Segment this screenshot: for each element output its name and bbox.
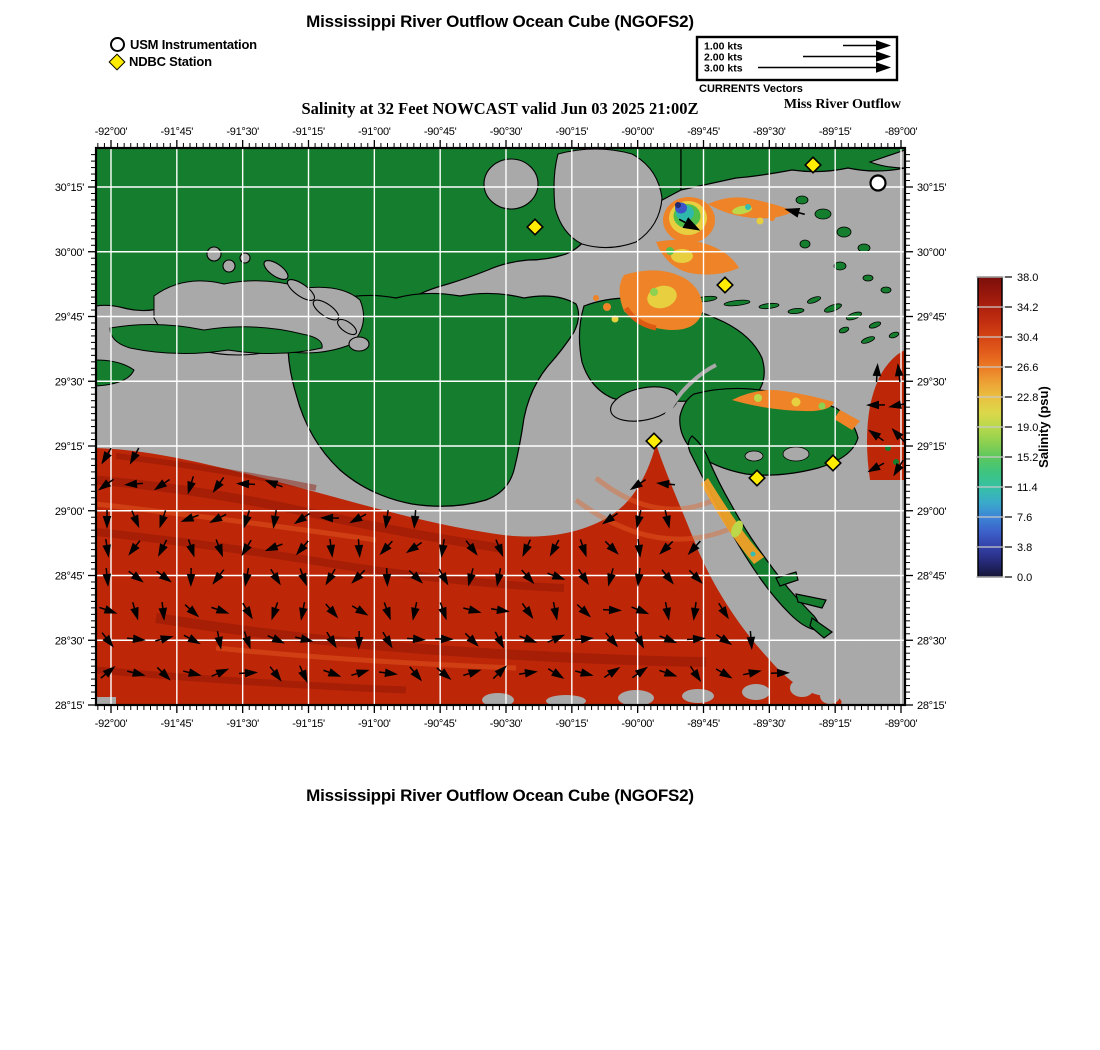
vector-scale-label: 3.00 kts <box>704 62 743 75</box>
plot-subtitle: Salinity at 32 Feet NOWCAST valid Jun 03 2025 21:00Z <box>301 99 699 118</box>
y-tick-label: 28°30' <box>54 635 84 648</box>
y-tick-label: 29°30' <box>917 376 947 389</box>
y-tick-label: 30°00' <box>917 246 947 259</box>
colorbar-tick-label: 7.6 <box>1017 512 1033 524</box>
colorbar-tick-label: 0.0 <box>1017 572 1033 584</box>
islet <box>893 459 899 465</box>
y-tick-label: 29°15' <box>917 441 947 453</box>
station-legend <box>110 36 257 70</box>
x-tick-label: -90°30' <box>489 718 523 730</box>
x-tick-label: -91°30' <box>226 718 259 730</box>
x-tick-label: -92°00' <box>94 718 128 730</box>
legend-row-ndbc <box>110 53 257 70</box>
usm-marker-icon <box>110 37 125 52</box>
x-tick-label: -89°00' <box>884 126 918 138</box>
y-tick-label: 29°45' <box>917 311 947 324</box>
x-tick-label: -90°00' <box>621 126 654 138</box>
y-tick-label: 28°15' <box>54 700 84 712</box>
colorbar-tick-label: 22.8 <box>1017 392 1039 404</box>
y-tick-label: 28°15' <box>917 700 947 712</box>
x-tick-label: -89°30' <box>753 718 786 730</box>
x-tick-label: -89°45' <box>687 126 720 138</box>
y-tick-label: 29°00' <box>54 505 84 518</box>
colorbar-tick-label: 26.6 <box>1017 362 1039 374</box>
x-tick-label: -91°15' <box>292 126 325 138</box>
x-tick-label: -91°00' <box>358 718 391 730</box>
vector-scale-label: 2.00 kts <box>704 51 743 64</box>
y-tick-label: 30°00' <box>54 246 84 259</box>
colorbar-axis-label: Salinity (psu) <box>1036 386 1051 468</box>
x-tick-label: -89°45' <box>687 718 720 730</box>
ndbc-marker-icon <box>109 53 126 70</box>
colorbar-tick-label: 34.2 <box>1017 302 1039 314</box>
y-tick-label: 29°45' <box>54 311 84 324</box>
x-tick-label: -89°30' <box>753 126 786 138</box>
y-tick-label: 29°30' <box>54 376 84 389</box>
ndbc-legend-label: NDBC Station <box>129 54 212 69</box>
currents-vectors-caption: CURRENTS Vectors <box>699 83 803 95</box>
y-tick-label: 28°30' <box>917 635 947 648</box>
y-tick-label: 28°45' <box>54 570 84 583</box>
usm-legend-label: USM Instrumentation <box>130 37 257 52</box>
usm-station-marker <box>871 176 886 191</box>
x-tick-label: -92°00' <box>94 126 128 138</box>
y-tick-label: 29°15' <box>54 441 84 453</box>
colorbar-tick-label: 15.2 <box>1017 452 1039 464</box>
y-tick-label: 28°45' <box>917 570 947 583</box>
x-tick-label: -90°15' <box>555 126 589 138</box>
y-tick-label: 30°15' <box>54 182 84 194</box>
colorbar-tick-label: 11.4 <box>1017 482 1038 494</box>
vector-scale-label: 1.00 kts <box>704 40 743 53</box>
x-tick-label: -91°30' <box>226 126 259 138</box>
x-tick-label: -90°15' <box>555 718 589 730</box>
colorbar-tick-label: 30.4 <box>1017 332 1039 344</box>
y-tick-label: 29°00' <box>917 505 947 518</box>
x-tick-label: -89°00' <box>884 718 918 730</box>
colorbar-tick-label: 38.0 <box>1017 272 1039 284</box>
x-tick-label: -91°00' <box>358 126 391 138</box>
colorbar-tick-label: 19.0 <box>1017 422 1039 434</box>
current-vector-scale-box <box>697 37 897 80</box>
colorbar-tick-label: 3.8 <box>1017 542 1033 554</box>
x-tick-label: -91°15' <box>292 718 325 730</box>
x-tick-label: -89°15' <box>818 718 852 730</box>
colorbar <box>976 272 1051 584</box>
x-tick-label: -91°45' <box>160 126 194 138</box>
x-tick-label: -90°00' <box>621 718 654 730</box>
x-tick-label: -91°45' <box>160 718 194 730</box>
y-tick-label: 30°15' <box>917 182 947 194</box>
x-tick-label: -90°45' <box>423 718 457 730</box>
x-tick-label: -90°30' <box>489 126 523 138</box>
x-tick-label: -89°15' <box>818 126 852 138</box>
figure-title: Mississippi River Outflow Ocean Cube (NGOFS2) <box>306 12 694 31</box>
legend-row-usm <box>110 36 257 53</box>
region-label: Miss River Outflow <box>783 97 901 112</box>
x-tick-label: -90°45' <box>423 126 457 138</box>
figure-title-bottom: Mississippi River Outflow Ocean Cube (NGOFS2) <box>306 786 694 805</box>
